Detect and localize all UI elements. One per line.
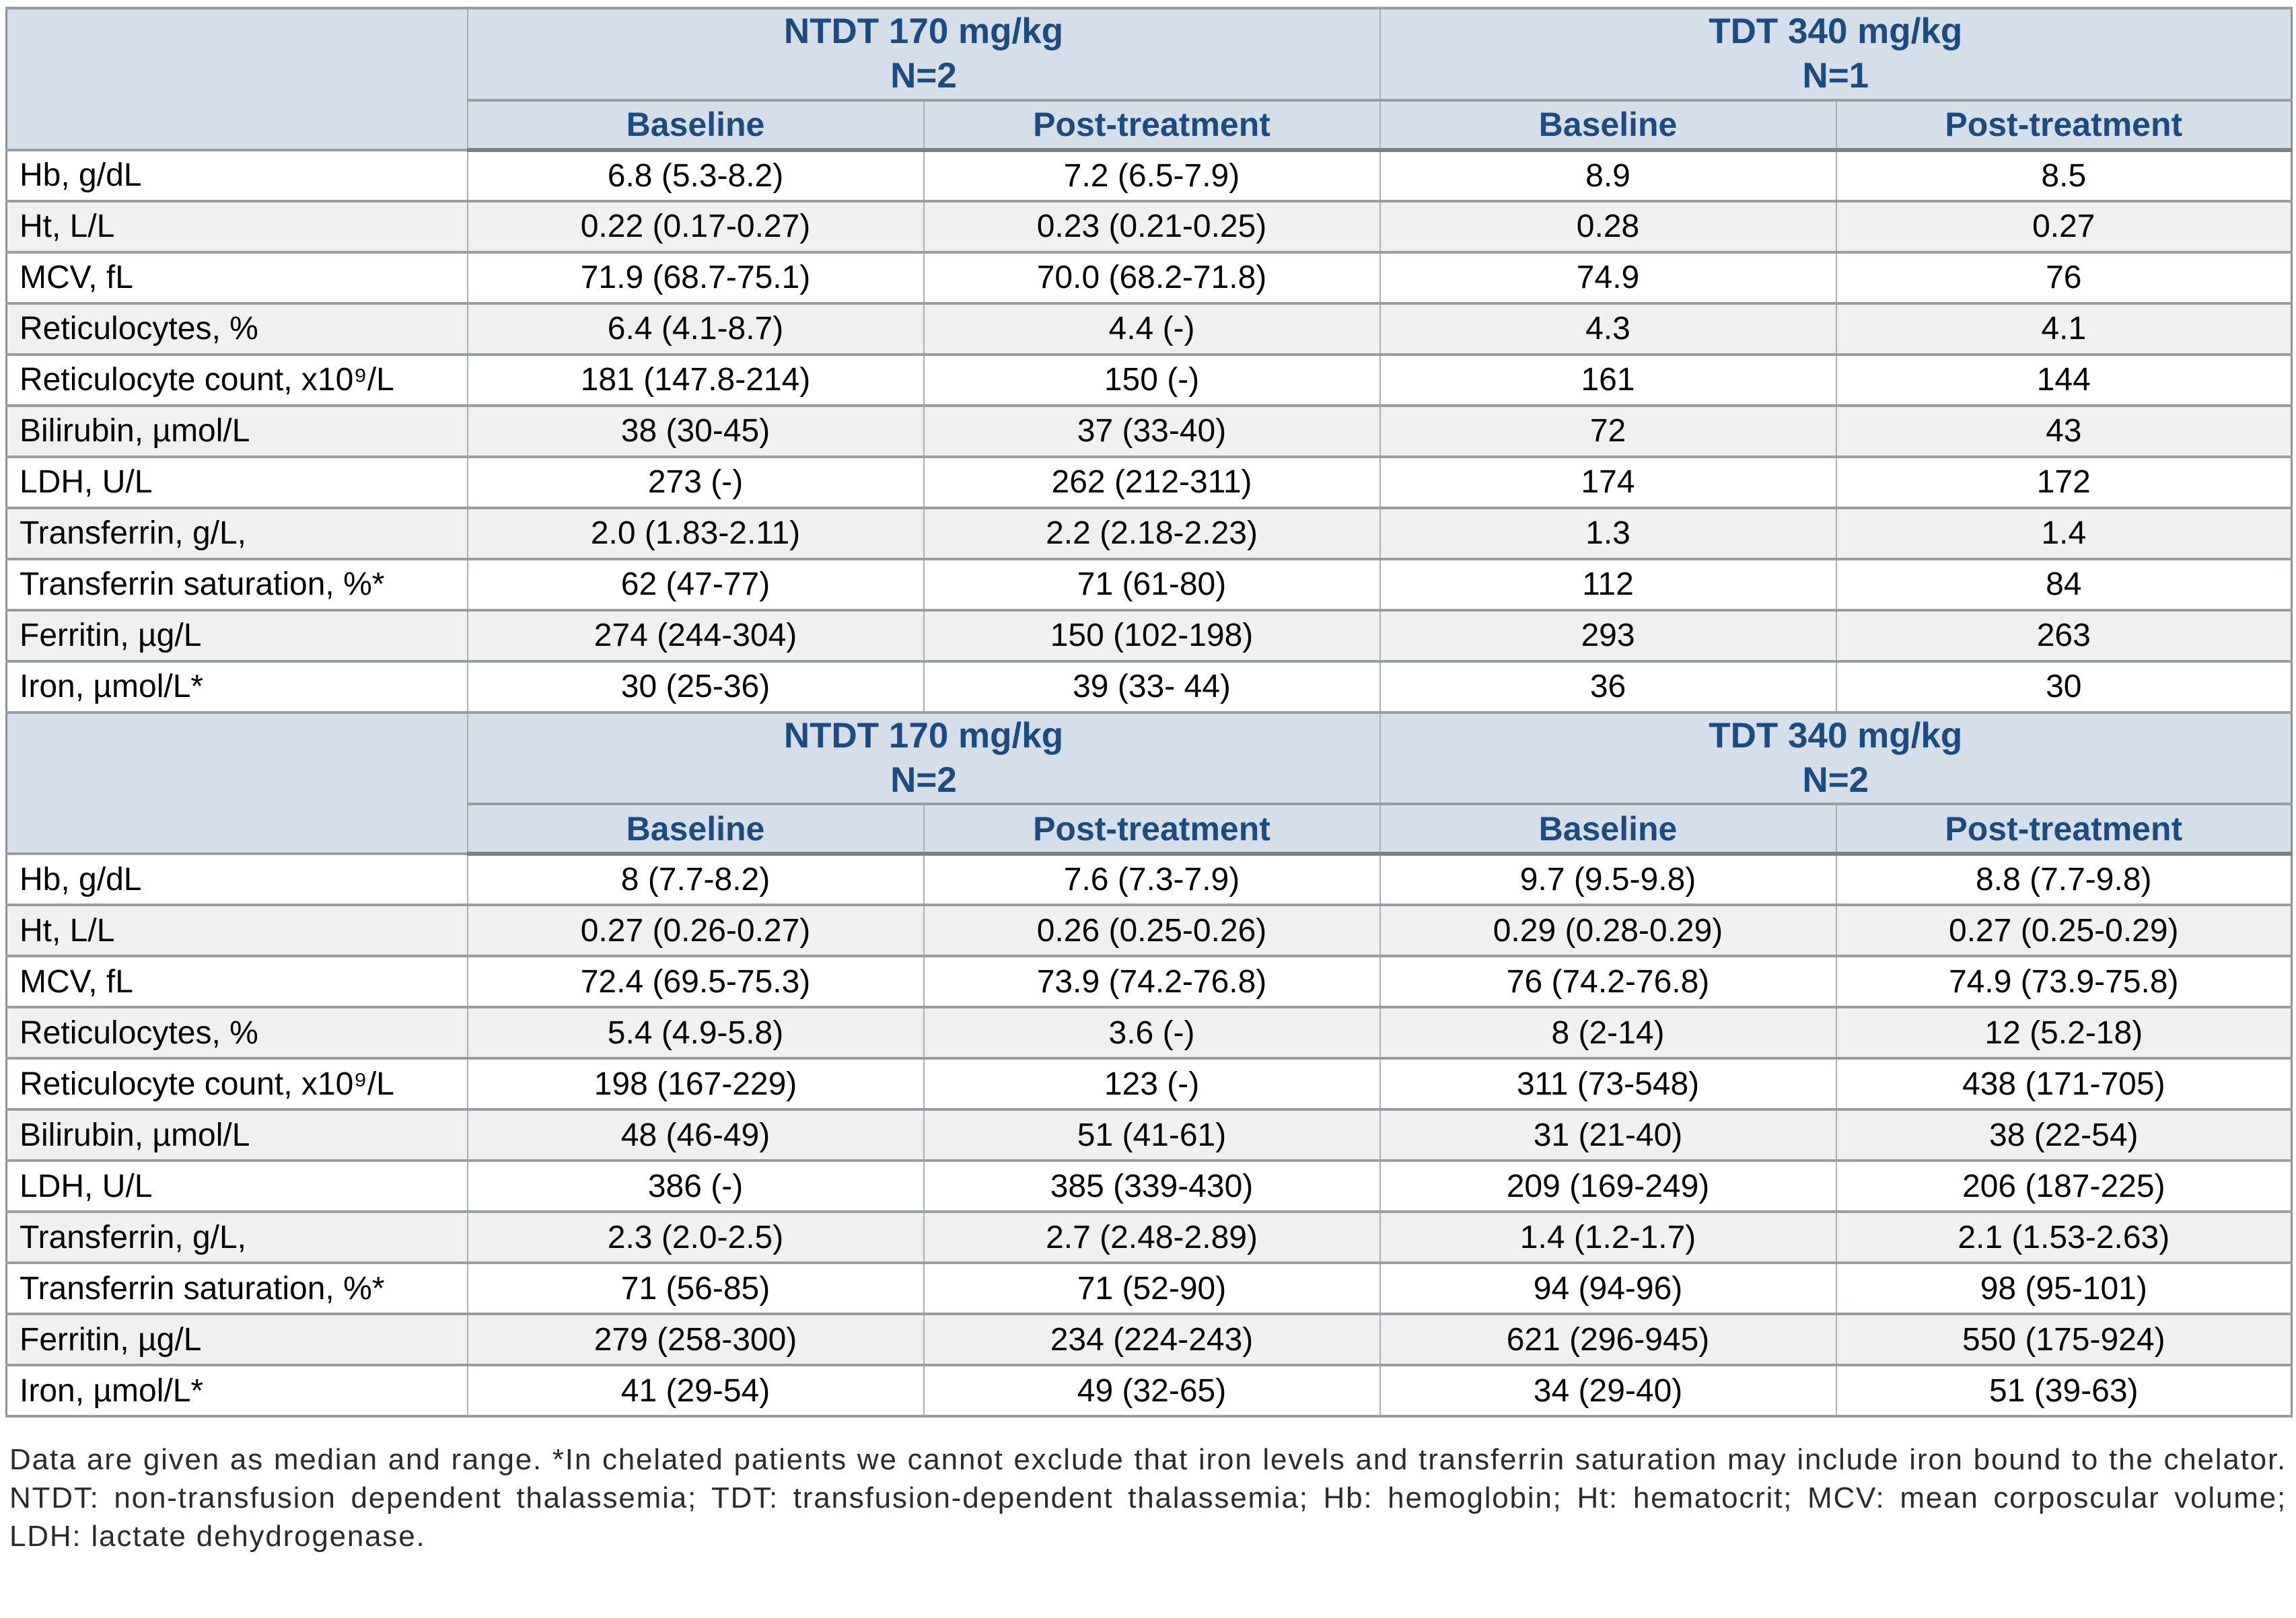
cell: 74.9 <box>1380 252 1836 303</box>
table-row <box>7 1212 2292 1263</box>
cell: 39 (33- 44) <box>924 661 1380 712</box>
cell: 84 <box>1836 559 2292 610</box>
cell: 206 (187-225) <box>1836 1161 2292 1212</box>
cell: 4.3 <box>1380 303 1836 355</box>
cell: 161 <box>1380 355 1836 406</box>
cell: 279 (258-300) <box>468 1314 924 1365</box>
cell: 1.4 <box>1836 508 2292 559</box>
group-header-ntdt <box>468 712 1380 805</box>
table-row <box>7 1109 2292 1161</box>
group-n: N=2 <box>890 760 957 800</box>
col-header-post-treatment: Post-treatment <box>924 100 1380 150</box>
cell: 198 (167-229) <box>468 1058 924 1109</box>
group-n: N=1 <box>1802 56 1869 96</box>
cell: 6.8 (5.3-8.2) <box>468 150 924 201</box>
cell: 386 (-) <box>468 1161 924 1212</box>
cell: 98 (95-101) <box>1836 1263 2292 1314</box>
row-label: Bilirubin, µmol/L <box>7 1109 468 1161</box>
table-row <box>7 1314 2292 1365</box>
table-section-2 <box>7 712 2292 1417</box>
cell: 172 <box>1836 457 2292 508</box>
cell: 4.1 <box>1836 303 2292 355</box>
row-label: Ferritin, µg/L <box>7 610 468 661</box>
cell: 48 (46-49) <box>468 1109 924 1161</box>
row-label: Reticulocytes, % <box>7 1007 468 1058</box>
col-header-baseline: Baseline <box>468 100 924 150</box>
cell: 71 (52-90) <box>924 1263 1380 1314</box>
cell: 1.3 <box>1380 508 1836 559</box>
cell: 12 (5.2-18) <box>1836 1007 2292 1058</box>
cell: 7.2 (6.5-7.9) <box>924 150 1380 201</box>
cell: 41 (29-54) <box>468 1365 924 1416</box>
group-header-row <box>7 8 2292 100</box>
table-row <box>7 303 2292 355</box>
cell: 30 <box>1836 661 2292 712</box>
table-row <box>7 854 2292 905</box>
cell: 70.0 (68.2-71.8) <box>924 252 1380 303</box>
cell: 2.7 (2.48-2.89) <box>924 1212 1380 1263</box>
cell: 209 (169-249) <box>1380 1161 1836 1212</box>
cell: 7.6 (7.3-7.9) <box>924 854 1380 905</box>
table-row <box>7 457 2292 508</box>
group-header-ntdt <box>468 8 1380 100</box>
cell: 38 (30-45) <box>468 406 924 457</box>
cell: 234 (224-243) <box>924 1314 1380 1365</box>
group-header-row <box>7 712 2292 805</box>
cell: 73.9 (74.2-76.8) <box>924 956 1380 1007</box>
cell: 0.28 <box>1380 201 1836 252</box>
cell: 123 (-) <box>924 1058 1380 1109</box>
cell: 76 (74.2-76.8) <box>1380 956 1836 1007</box>
cell: 51 (41-61) <box>924 1109 1380 1161</box>
row-label: Iron, µmol/L* <box>7 661 468 712</box>
row-label: Reticulocytes, % <box>7 303 468 355</box>
cell: 38 (22-54) <box>1836 1109 2292 1161</box>
cell: 8 (2-14) <box>1380 1007 1836 1058</box>
table-row <box>7 1058 2292 1109</box>
cell: 72 <box>1380 406 1836 457</box>
row-label: Hb, g/dL <box>7 854 468 905</box>
cell: 5.4 (4.9-5.8) <box>468 1007 924 1058</box>
cell: 621 (296-945) <box>1380 1314 1836 1365</box>
cell: 550 (175-924) <box>1836 1314 2292 1365</box>
cell: 144 <box>1836 355 2292 406</box>
table-row <box>7 252 2292 303</box>
cell: 174 <box>1380 457 1836 508</box>
cell: 72.4 (69.5-75.3) <box>468 956 924 1007</box>
cell: 2.0 (1.83-2.11) <box>468 508 924 559</box>
group-title: NTDT 170 mg/kg <box>783 11 1064 51</box>
cell: 36 <box>1380 661 1836 712</box>
row-label: Ht, L/L <box>7 905 468 956</box>
table-section-1 <box>7 8 2292 712</box>
group-header-tdt <box>1380 712 2292 805</box>
group-n: N=2 <box>890 56 957 96</box>
cell: 49 (32-65) <box>924 1365 1380 1416</box>
cell: 0.29 (0.28-0.29) <box>1380 905 1836 956</box>
table-row <box>7 1365 2292 1416</box>
table-row <box>7 150 2292 201</box>
cell: 273 (-) <box>468 457 924 508</box>
cell: 0.26 (0.25-0.26) <box>924 905 1380 956</box>
table-row <box>7 201 2292 252</box>
cell: 4.4 (-) <box>924 303 1380 355</box>
cell: 2.3 (2.0-2.5) <box>468 1212 924 1263</box>
cell: 0.27 (0.25-0.29) <box>1836 905 2292 956</box>
cell: 0.23 (0.21-0.25) <box>924 201 1380 252</box>
cell: 8.9 <box>1380 150 1836 201</box>
row-label: MCV, fL <box>7 252 468 303</box>
col-header-baseline: Baseline <box>1380 804 1836 854</box>
cell: 76 <box>1836 252 2292 303</box>
cell: 71 (61-80) <box>924 559 1380 610</box>
row-label: Bilirubin, µmol/L <box>7 406 468 457</box>
cell: 0.22 (0.17-0.27) <box>468 201 924 252</box>
group-n: N=2 <box>1802 760 1869 800</box>
corner-cell <box>7 712 468 854</box>
cell: 3.6 (-) <box>924 1007 1380 1058</box>
row-label: Hb, g/dL <box>7 150 468 201</box>
col-header-baseline: Baseline <box>1380 100 1836 150</box>
col-header-post-treatment: Post-treatment <box>1836 804 2292 854</box>
cell: 34 (29-40) <box>1380 1365 1836 1416</box>
table-row <box>7 1007 2292 1058</box>
table-row <box>7 956 2292 1007</box>
row-label: Transferrin saturation, %* <box>7 1263 468 1314</box>
cell: 0.27 (0.26-0.27) <box>468 905 924 956</box>
group-title: TDT 340 mg/kg <box>1709 11 1963 51</box>
row-label: MCV, fL <box>7 956 468 1007</box>
cell: 43 <box>1836 406 2292 457</box>
cell: 71 (56-85) <box>468 1263 924 1314</box>
cell: 71.9 (68.7-75.1) <box>468 252 924 303</box>
lab-values-table <box>5 7 2293 1418</box>
col-header-post-treatment: Post-treatment <box>924 804 1380 854</box>
row-label: Ferritin, µg/L <box>7 1314 468 1365</box>
cell: 6.4 (4.1-8.7) <box>468 303 924 355</box>
table-row <box>7 355 2292 406</box>
table-row <box>7 661 2292 712</box>
cell: 8.8 (7.7-9.8) <box>1836 854 2292 905</box>
cell: 263 <box>1836 610 2292 661</box>
corner-cell <box>7 8 468 150</box>
row-label: LDH, U/L <box>7 1161 468 1212</box>
group-title: TDT 340 mg/kg <box>1709 715 1963 756</box>
row-label: Reticulocyte count, x10⁹/L <box>7 355 468 406</box>
cell: 94 (94-96) <box>1380 1263 1836 1314</box>
row-label: Iron, µmol/L* <box>7 1365 468 1416</box>
table-row <box>7 406 2292 457</box>
table-row <box>7 1263 2292 1314</box>
row-label: Transferrin saturation, %* <box>7 559 468 610</box>
cell: 181 (147.8-214) <box>468 355 924 406</box>
table-row <box>7 559 2292 610</box>
cell: 150 (-) <box>924 355 1380 406</box>
table-footnote: Data are given as median and range. *In chelated patients we cannot exclude that iron levels and transferrin saturation may include iron bound to the chelator. NTDT: non-transfusion dependent thalassemia; TDT: transfusion-dependent thalassemia; Hb: hemoglobin; Ht: hematocrit; MCV: mean corposcular volume; LDH: lactate dehydrogenase. <box>9 1443 2287 1553</box>
table-row <box>7 905 2292 956</box>
table-row <box>7 610 2292 661</box>
cell: 112 <box>1380 559 1836 610</box>
row-label: Reticulocyte count, x10⁹/L <box>7 1058 468 1109</box>
cell: 37 (33-40) <box>924 406 1380 457</box>
table-row <box>7 1161 2292 1212</box>
cell: 51 (39-63) <box>1836 1365 2292 1416</box>
cell: 8.5 <box>1836 150 2292 201</box>
cell: 2.1 (1.53-2.63) <box>1836 1212 2292 1263</box>
cell: 0.27 <box>1836 201 2292 252</box>
cell: 30 (25-36) <box>468 661 924 712</box>
cell: 1.4 (1.2-1.7) <box>1380 1212 1836 1263</box>
col-header-post-treatment: Post-treatment <box>1836 100 2292 150</box>
cell: 293 <box>1380 610 1836 661</box>
col-header-baseline: Baseline <box>468 804 924 854</box>
cell: 2.2 (2.18-2.23) <box>924 508 1380 559</box>
row-label: Transferrin, g/L, <box>7 508 468 559</box>
row-label: Transferrin, g/L, <box>7 1212 468 1263</box>
group-header-tdt <box>1380 8 2292 100</box>
cell: 438 (171-705) <box>1836 1058 2292 1109</box>
cell: 311 (73-548) <box>1380 1058 1836 1109</box>
cell: 9.7 (9.5-9.8) <box>1380 854 1836 905</box>
cell: 74.9 (73.9-75.8) <box>1836 956 2292 1007</box>
cell: 385 (339-430) <box>924 1161 1380 1212</box>
cell: 274 (244-304) <box>468 610 924 661</box>
group-title: NTDT 170 mg/kg <box>783 715 1064 756</box>
cell: 62 (47-77) <box>468 559 924 610</box>
cell: 150 (102-198) <box>924 610 1380 661</box>
table-row <box>7 508 2292 559</box>
cell: 262 (212-311) <box>924 457 1380 508</box>
cell: 31 (21-40) <box>1380 1109 1836 1161</box>
row-label: LDH, U/L <box>7 457 468 508</box>
cell: 8 (7.7-8.2) <box>468 854 924 905</box>
row-label: Ht, L/L <box>7 201 468 252</box>
